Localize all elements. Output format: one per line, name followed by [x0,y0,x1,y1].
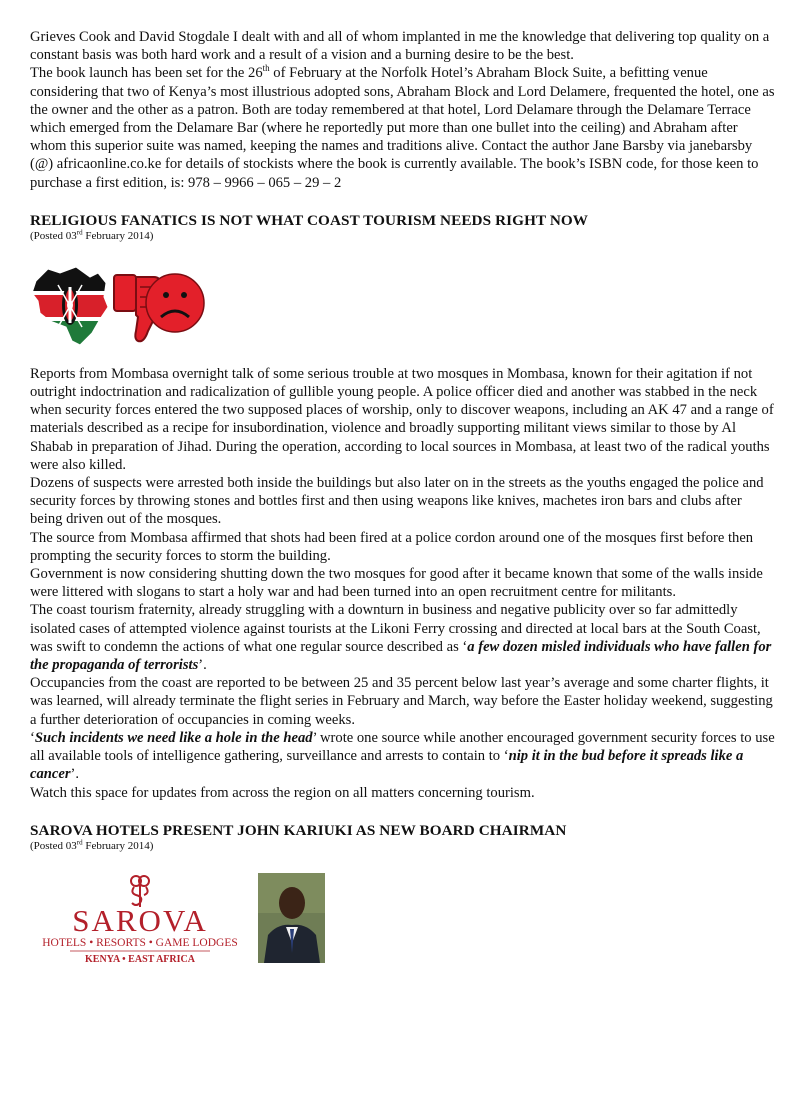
intro-paragraph-1: Grieves Cook and David Stogdale I dealt with and all of whom implanted in me the knowledge that delivering top quality on a constant basis was both hard work and a result of a vision and a burning desire to be the best. [30,29,770,64]
article-headline-religious-fanatics: RELIGIOUS FANATICS IS NOT WHAT COAST TOURISM NEEDS RIGHT NOW [30,211,589,229]
posted-date: (Posted 03rd February 2014) [30,228,154,242]
article-headline-sarova: SAROVA HOTELS PRESENT JOHN KARIUKI AS NEW BOARD CHAIRMAN [30,821,567,839]
article-paragraph: The source from Mombasa affirmed that shots had been fired at a police cordon around one of the mosques first before then prompting the security forces to storm the building. [30,529,754,564]
kenya-map-thumbs-down-icon [30,263,205,351]
document-page [30,28,775,967]
chairman-photo [258,873,325,963]
article-paragraph: Government is now considering shutting down the two mosques for good after it became known that some of the walls inside were littered with slogans to start a holy war and had been turned into an open recruitment centre for militants. [30,566,763,601]
quote-emphasis: nip it in the bud before it spreads like a cancer [30,748,744,783]
intro-paragraph-2: The book launch has been set for the 26th of February at the Norfolk Hotel’s Abraham Block Suite, a befitting venue considering that two of Kenya’s most illustrious adopted sons, Abraham Block and Lord Delamere, frequented the hotel, one as the owner and the other as a patron. Both are today remembered at that hotel, Lord Delamare through the Delamare Terrace which emerged from the Delamare Bar (where he reportedly put more than one bullet into the ceiling) and Abraham after whom this superior suite was named, keeping the names and traditions alive. Contact the author Jane Barsby via janebarsby (@) africaonline.co.ke for details of stockists where the book is currently available. The book’s ISBN code, for those keen to purchase a first edition, is: 978 – 9966 – 065 – 29 – 2 [30,63,775,191]
article-paragraph: The coast tourism fraternity, already struggling with a downturn in business and negative publicity over so far admittedly isolated cases of attempted violence against tourists at the Likoni Ferry crossing and directed at local bars at the South Coast, was swift to condemn the actions of what one regular source described as ‘a few dozen misled individuals who have fallen for the propaganda of terrorists’. [30,602,772,674]
article-paragraph: Dozens of suspects were arrested both inside the buildings but also later on in the streets as the youths engaged the police and security forces by throwing stones and bottles first and then using weapons like knives, machetes iron bars and clubs after being driven out of the mosques. [30,475,764,528]
sarova-logo [30,873,256,967]
svg-text:HOTELS • RESORTS • GAME LODGES: HOTELS • RESORTS • GAME LODGES [42,936,238,949]
posted-date: (Posted 03rd February 2014) [30,838,154,852]
article-paragraph: ‘Such incidents we need like a hole in the head’ wrote one source while another encouraged government security forces to use all available tools of intelligence gathering, surveillance and arrests to contain to ‘nip it in the bud before it spreads like a cancer’. [30,729,775,783]
article-image-sarova [30,873,775,967]
quote-emphasis: Such incidents we need like a hole in the head [34,729,313,746]
article-paragraph: Watch this space for updates from across the region on all matters concerning tourism. [30,784,535,801]
svg-text:KENYA • EAST AFRICA: KENYA • EAST AFRICA [85,953,195,965]
article-paragraph: Occupancies from the coast are reported to be between 25 and 35 percent below last year’s average and some charter flights, it was learned, will already terminate the flight series in February and March, way before the Easter holiday weekend, suggesting a further deterioration of occupancies in coming weeks. [30,675,773,728]
article-image-kenya-thumbs-down [30,263,775,351]
article-paragraph: Reports from Mombasa overnight talk of some serious trouble at two mosques in Mombasa, known for their agitation if not outright indoctrination and radicalization of gullible young people. A police officer died and another was stabbed in the neck when security forces entered the two supposed places of worship, only to discover weapons, including an AK 47 and a range of materials described as a recipe for insubordination, violence and broadly supporting militant views similar to those by Al Shabab in preparation of Jihad. During the operation, according to local sources in Mombasa, at least two of the radical youths were also killed. [30,365,774,473]
svg-text:SAROVA: SAROVA [72,902,208,938]
quote-emphasis: a few dozen misled individuals who have fallen for the propaganda of terrorists [30,638,772,674]
